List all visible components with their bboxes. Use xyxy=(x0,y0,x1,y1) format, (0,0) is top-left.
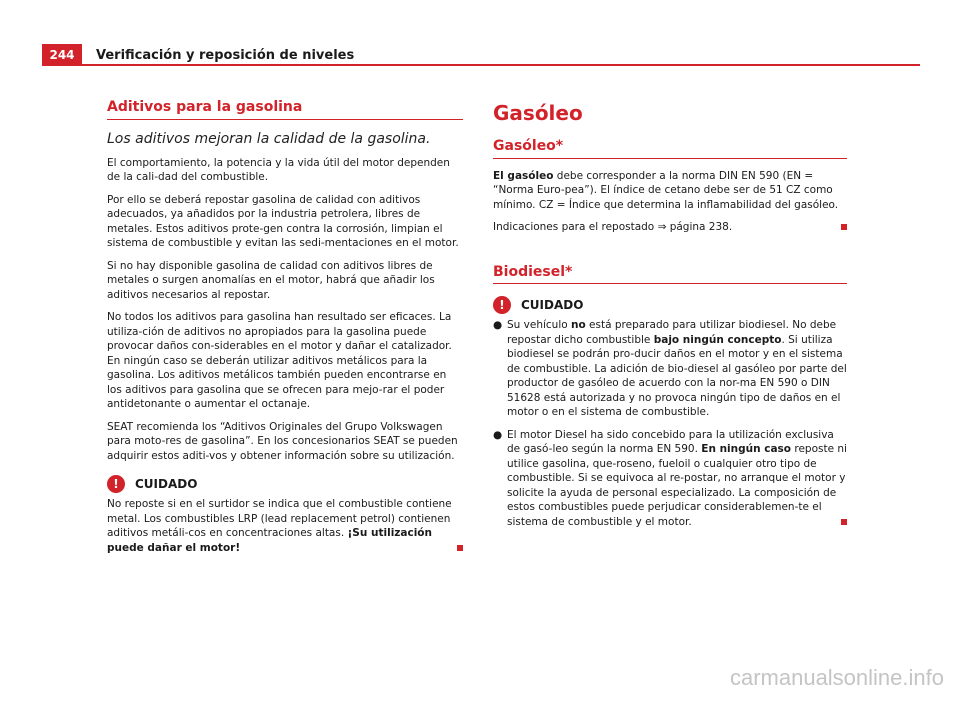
lead-text: Los aditivos mejoran la calidad de la gasolina. xyxy=(107,130,431,147)
term-bold: El gasóleo xyxy=(493,169,554,182)
bullet-text: Su vehículo no está preparado para utilizar biodiesel. No debe repostar dicho combustible bajo ningún concepto. Si utiliza biodiesel se podrán pro-ducir daños en el motor y en el sistema de combustible. La adición de bio-diesel al gasóleo por parte del productor de gasóleo de acuerdo con la nor-ma EN 590 o DIN 51628 está autorizada y no provoca ningún tipo de daños en el motor o en el sistema de combustible. xyxy=(507,319,847,418)
warning-icon: ! xyxy=(493,296,511,314)
list-item xyxy=(493,318,847,420)
warning-icon: ! xyxy=(107,475,125,493)
page-number: 244 xyxy=(42,44,82,66)
warning-box xyxy=(107,475,463,555)
warning-title: CUIDADO xyxy=(521,297,584,312)
bullet-icon: ● xyxy=(493,428,503,441)
left-column xyxy=(107,100,463,555)
paragraph: No todos los aditivos para gasolina han resultado ser eficaces. La utiliza-ción de aditivos no apropiados para la gasolina puede provocar daños con-siderables en el motor y dañar el catalizador. En ningún caso se deberán utilizar aditivos metálicos para la gasolina. Los aditivos metálicos también pueden encontrarse en los aditivos para gasolina que se ofrecen para mejo-rar el poder antidetonante o aumentar el octanaje. xyxy=(107,311,452,410)
end-of-section-marker xyxy=(841,519,847,525)
warning-box xyxy=(493,296,847,529)
end-of-section-marker xyxy=(841,224,847,230)
paragraph: Si no hay disponible gasolina de calidad con aditivos libres de metales o surgen anomalías en el motor, habrá que añadir los aditivos necesarios al repostar. xyxy=(107,259,435,301)
paragraph: SEAT recomienda los “Aditivos Originales del Grupo Volkswagen para moto-res de gasolina”. En los concesionarios SEAT se pueden adquirir estos aditi-vos y obtener información sobre su utilización. xyxy=(107,420,458,462)
paragraph xyxy=(493,169,847,213)
warning-title: CUIDADO xyxy=(135,476,198,491)
warning-text xyxy=(107,497,463,555)
right-column xyxy=(493,101,847,537)
subheading-biodiesel: Biodiesel* xyxy=(493,265,847,285)
paragraph: Por ello se deberá repostar gasolina de calidad con aditivos adecuados, ya añadidos por la industria petrolera, libres de metales. Estos aditivos prote-gen contra la corrosión, limpian el sistema de combustible y evitan las sedi-mentaciones en el motor. xyxy=(107,193,459,249)
section-heading-diesel: Gasóleo xyxy=(493,101,583,125)
refuel-reference: Indicaciones para el repostado ⇒ página 238. xyxy=(493,221,733,233)
bullet-icon: ● xyxy=(493,319,503,331)
page-header-title: Verificación y reposición de niveles xyxy=(96,48,355,63)
watermark: carmanualsonline.info xyxy=(729,665,944,690)
end-of-section-marker xyxy=(457,545,463,551)
list-item xyxy=(493,428,847,530)
paragraph: El comportamiento, la potencia y la vida útil del motor dependen de la cali-dad del combustible. xyxy=(107,156,450,183)
warning-body: No reposte si en el surtidor se indica que el combustible contiene metal. Los combustibles LRP (lead replacement petrol) contienen aditivos metáli-cos en concentraciones altas. xyxy=(107,498,452,539)
warning-emphasis: ¡Su utilización puede dañar el motor! xyxy=(107,527,432,554)
paragraph-text: debe corresponder a la norma DIN EN 590 (EN = “Norma Euro-pea”). El índice de cetano debe ser de 51 CZ como mínimo. CZ = Índice que determina la inflamabilidad del gasóleo. xyxy=(493,169,839,211)
paragraph xyxy=(493,220,847,235)
section-heading-additives: Aditivos para la gasolina xyxy=(107,100,463,120)
subheading-diesel: Gasóleo* xyxy=(493,139,847,159)
header-rule xyxy=(82,64,920,66)
bullet-text: El motor Diesel ha sido concebido para la utilización exclusiva de gasó-leo según la norma EN 590. En ningún caso reposte ni utilice gasolina, que-roseno, fueloil o cualquier otro tipo de combustible. Si se equivoca al re-postar, no arranque el motor y solicite la ayuda de personal especializado. La composición de estos combustibles puede perjudicar considerablemen-te el sistema de combustible y el motor. xyxy=(507,428,847,528)
